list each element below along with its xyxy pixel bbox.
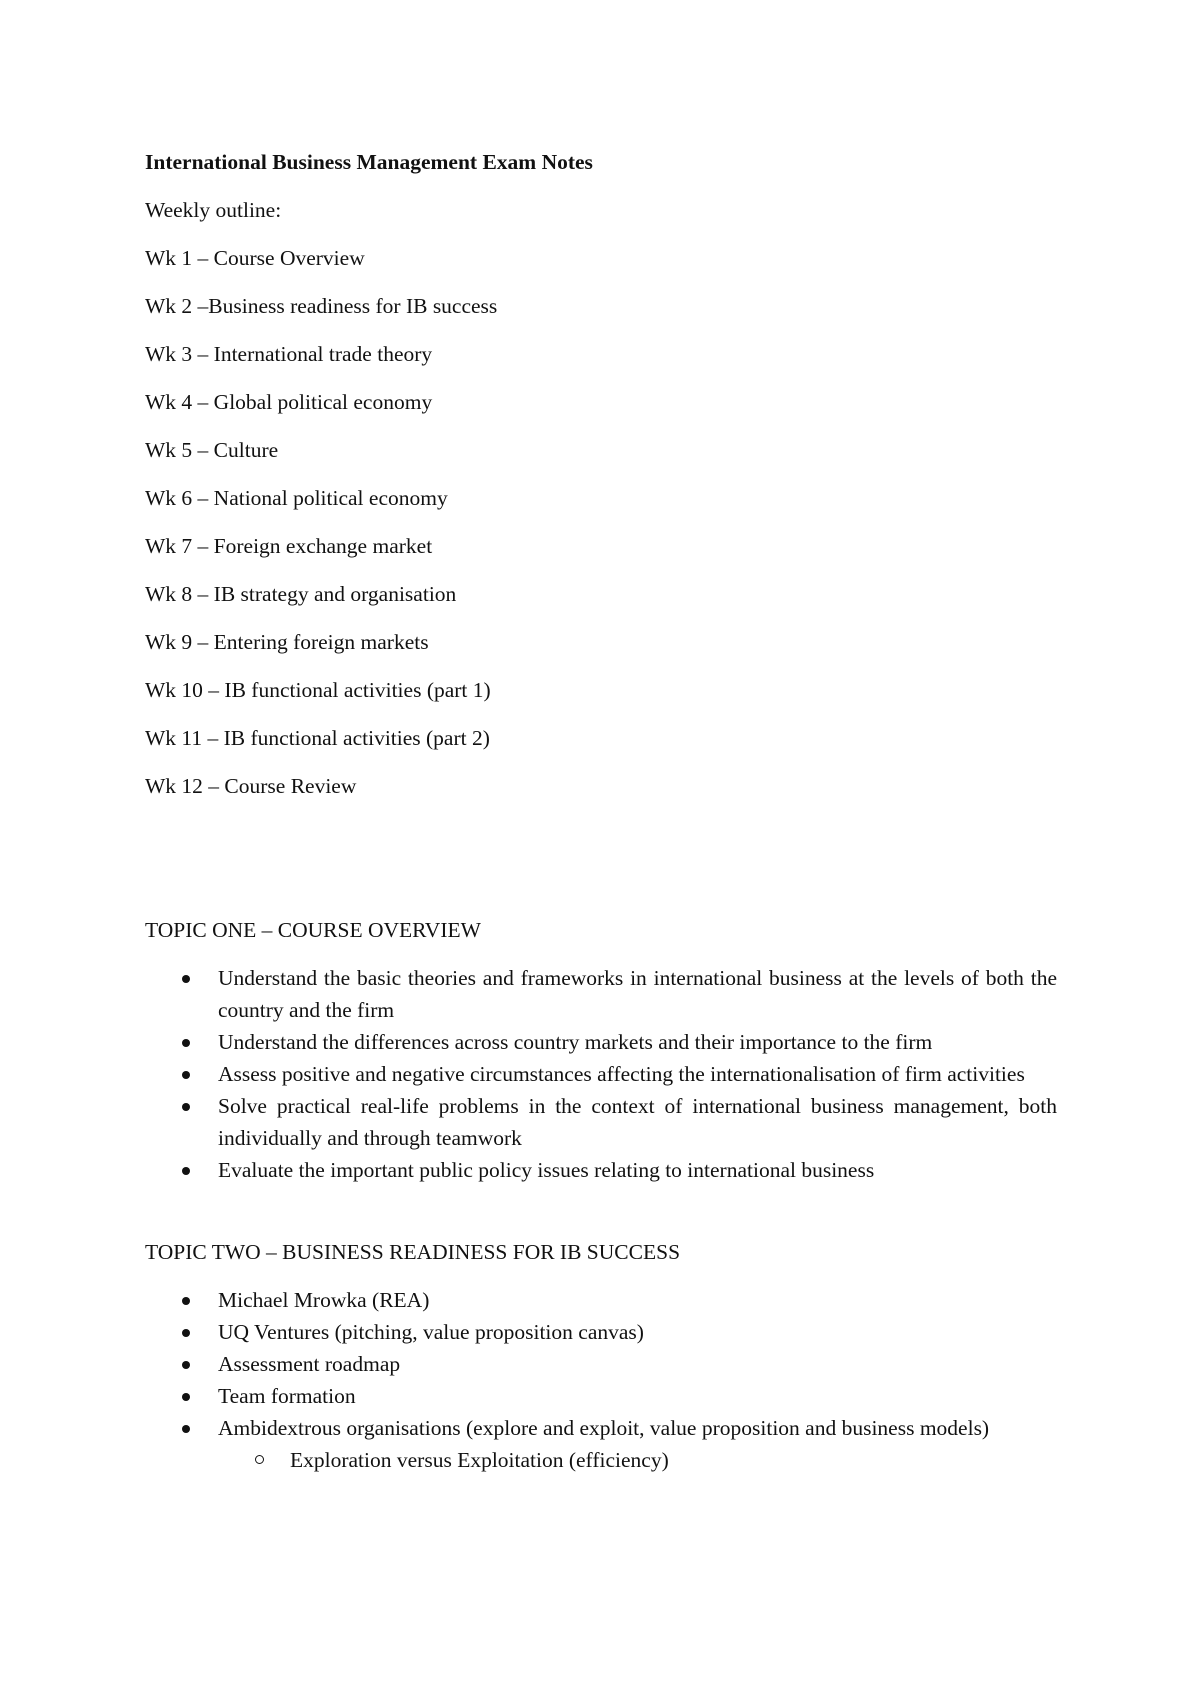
week-item: Wk 11 – IB functional activities (part 2): [145, 726, 490, 750]
week-item: Wk 5 – Culture: [145, 438, 279, 462]
week-item: Wk 9 – Entering foreign markets: [145, 630, 429, 654]
topic-two-bullet-list: [145, 1284, 1057, 1444]
week-item: Wk 6 – National political economy: [145, 486, 448, 510]
list-item: [145, 1380, 1057, 1412]
week-item: Wk 10 – IB functional activities (part 1): [145, 678, 491, 702]
week-item: Wk 12 – Course Review: [145, 774, 357, 798]
bullet-icon: [182, 1167, 190, 1175]
list-item-text: Assess positive and negative circumstances affecting the internationalisation of firm activities: [218, 1062, 1025, 1086]
bullet-icon: [182, 1297, 190, 1305]
list-item-text: Understand the differences across country markets and their importance to the firm: [218, 1030, 933, 1054]
list-item: [145, 1058, 1057, 1090]
week-item: Wk 3 – International trade theory: [145, 342, 433, 366]
list-item: [145, 1154, 1057, 1186]
weekly-outline-label: Weekly outline:: [145, 198, 282, 222]
list-item: [145, 1316, 1057, 1348]
document-title: International Business Management Exam Notes: [145, 150, 593, 174]
document-body: [145, 146, 1057, 1476]
list-item-text: Solve practical real-life problems in the context of international business management, both individually and through teamwork: [218, 1094, 1057, 1150]
week-item: Wk 1 – Course Overview: [145, 246, 365, 270]
weekly-outline-list: [145, 242, 1057, 802]
bullet-icon: [182, 1071, 190, 1079]
topic-one-heading: TOPIC ONE – COURSE OVERVIEW: [145, 918, 481, 942]
list-item: [145, 1284, 1057, 1316]
list-item-text: Team formation: [218, 1384, 356, 1408]
list-item-text: Ambidextrous organisations (explore and exploit, value proposition and business models): [218, 1416, 990, 1440]
hollow-bullet-icon: [255, 1455, 264, 1464]
week-item: Wk 4 – Global political economy: [145, 390, 433, 414]
topic-one-bullet-list: [145, 962, 1057, 1186]
bullet-icon: [182, 1103, 190, 1111]
bullet-icon: [182, 1425, 190, 1433]
list-item-text: UQ Ventures (pitching, value proposition canvas): [218, 1320, 644, 1344]
list-item-text: Evaluate the important public policy issues relating to international business: [218, 1158, 875, 1182]
list-item-text: Assessment roadmap: [218, 1352, 401, 1376]
week-item: Wk 2 –Business readiness for IB success: [145, 294, 498, 318]
bullet-icon: [182, 1039, 190, 1047]
list-item: [145, 1412, 1057, 1444]
list-item: [145, 1348, 1057, 1380]
list-item-text: Michael Mrowka (REA): [218, 1288, 430, 1312]
list-item: [145, 1090, 1057, 1154]
list-item: [145, 962, 1057, 1026]
week-item: Wk 8 – IB strategy and organisation: [145, 582, 457, 606]
list-item: [145, 1026, 1057, 1058]
topic-two-heading: TOPIC TWO – BUSINESS READINESS FOR IB SUCCESS: [145, 1240, 681, 1264]
sub-list-item-text: Exploration versus Exploitation (efficiency): [290, 1448, 669, 1472]
topic-two-sub-bullet-list: [145, 1444, 1057, 1476]
sub-list-item: [145, 1444, 1057, 1476]
bullet-icon: [182, 975, 190, 983]
list-item-text: Understand the basic theories and frameworks in international business at the levels of both the country and the firm: [218, 966, 1057, 1022]
bullet-icon: [182, 1329, 190, 1337]
bullet-icon: [182, 1393, 190, 1401]
week-item: Wk 7 – Foreign exchange market: [145, 534, 433, 558]
bullet-icon: [182, 1361, 190, 1369]
